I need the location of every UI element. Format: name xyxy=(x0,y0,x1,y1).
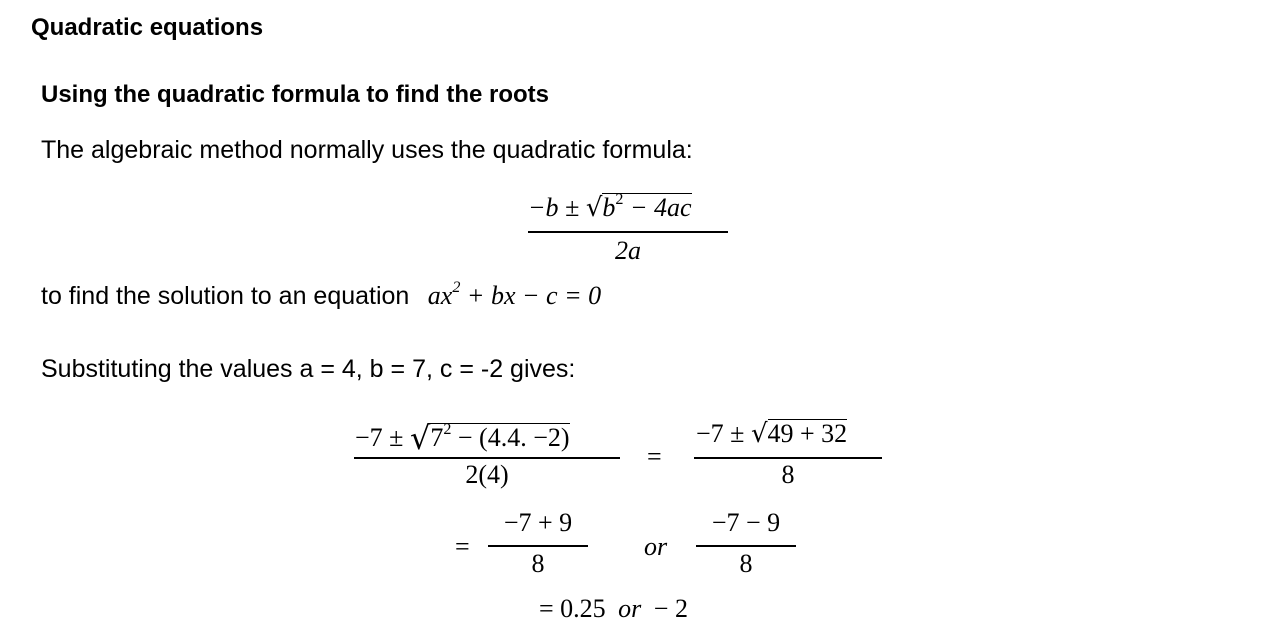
step2-or: or xyxy=(644,532,668,561)
radicand-base: b xyxy=(602,193,616,222)
step1-left-radicand-base: 7 xyxy=(430,423,444,452)
page-title: Quadratic equations xyxy=(31,14,264,41)
equation-exponent: 2 xyxy=(452,278,461,296)
step1-right-prefix: −7 ± xyxy=(696,419,751,448)
step1-left-prefix: −7 ± xyxy=(355,423,410,452)
radicand-rest: − 4ac xyxy=(623,193,692,222)
intro-text: The algebraic method normally uses the quadratic formula: xyxy=(41,136,693,164)
step1-right-denominator: 8 xyxy=(781,460,795,489)
step1-right-fraction-bar xyxy=(694,457,882,459)
step2-equals: = xyxy=(455,532,470,561)
step2-frac1-bar xyxy=(488,545,588,547)
step2-frac2-bar xyxy=(696,545,796,547)
step1-equals: = xyxy=(647,442,662,471)
formula-denominator: 2a xyxy=(615,236,641,265)
equation-expression xyxy=(427,278,602,310)
step1-left-radicand xyxy=(430,420,570,452)
step2-frac2-numerator: −7 − 9 xyxy=(711,508,781,537)
result-value2: − 2 xyxy=(653,594,688,623)
step1-right-radicand: 49 + 32 xyxy=(767,419,848,448)
step1-right-numerator xyxy=(696,419,847,449)
equation-line xyxy=(41,278,602,311)
step2-frac2-denominator: 8 xyxy=(739,549,753,578)
section-title: Using the quadratic formula to find the roots xyxy=(41,81,550,108)
step1-left-denominator: 2(4) xyxy=(465,460,509,489)
substitution-text: Substituting the values a = 4, b = 7, c = -2 gives: xyxy=(41,355,576,383)
radicand-exponent: 2 xyxy=(615,190,624,208)
sqrt-icon: √ xyxy=(750,419,768,449)
result-line xyxy=(539,594,688,624)
step1-left-numerator xyxy=(355,416,570,457)
formula-radicand xyxy=(602,190,692,222)
formula-fraction-bar xyxy=(528,231,728,233)
equation-rest: + bx − c = 0 xyxy=(460,281,602,310)
formula-numerator-prefix: −b ± xyxy=(528,193,586,222)
step2-frac1-denominator: 8 xyxy=(531,549,545,578)
result-or: or xyxy=(618,594,642,623)
result-value1: = 0.25 xyxy=(539,594,606,623)
formula-numerator xyxy=(528,190,692,223)
step1-left-radicand-rest: − (4.4. −2) xyxy=(451,423,570,452)
step1-left-radicand-exponent: 2 xyxy=(443,420,452,438)
sqrt-icon: √ xyxy=(409,419,431,457)
equation-term1: ax xyxy=(427,281,453,310)
equation-line-text: to find the solution to an equation xyxy=(41,282,410,310)
sqrt-icon: √ xyxy=(585,193,603,223)
step1-left-fraction-bar xyxy=(354,457,620,459)
step2-frac1-numerator: −7 + 9 xyxy=(503,508,573,537)
